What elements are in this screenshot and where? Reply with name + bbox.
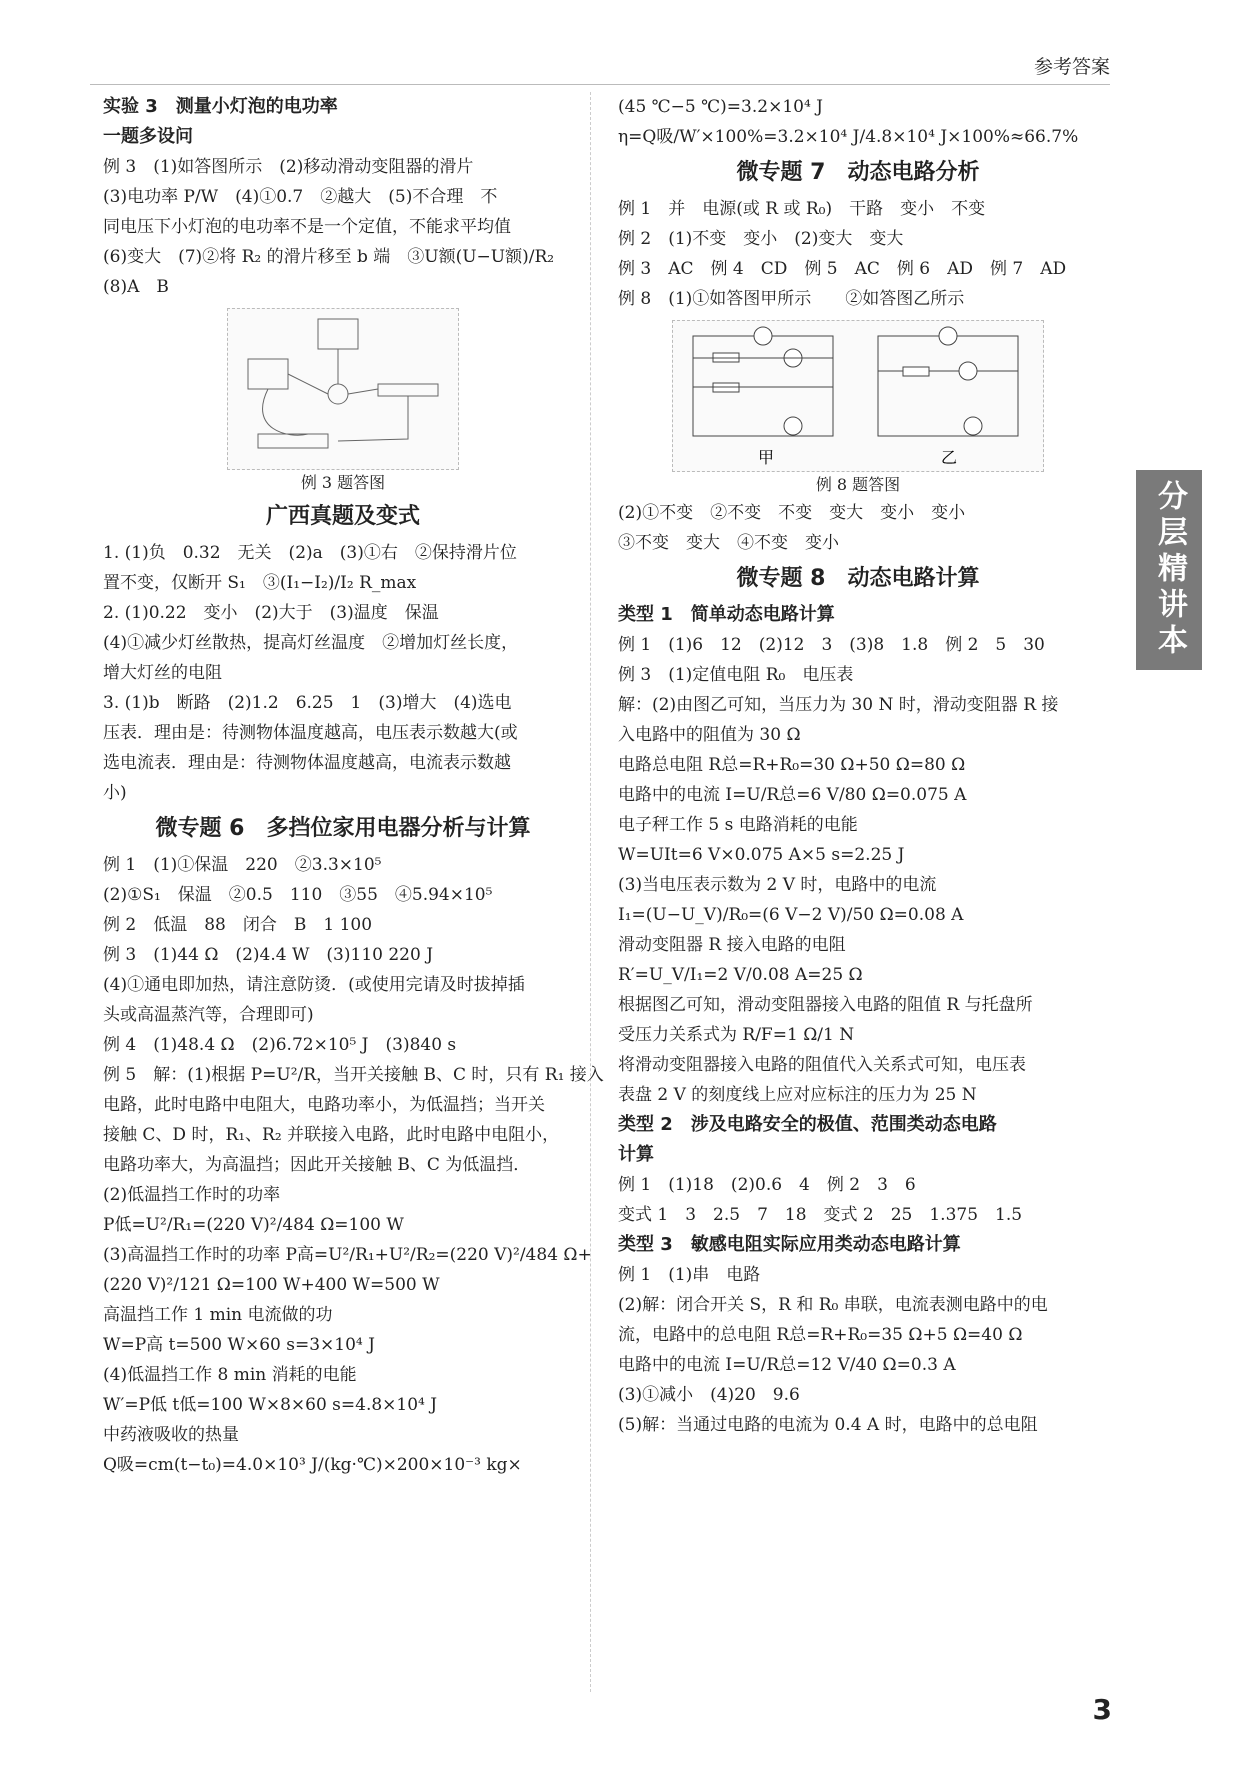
answer-line: 例 3 AC 例 4 CD 例 5 AC 例 6 AD 例 7 AD [618,259,1067,279]
answer-line: Q吸=cm(t−t₀)=4.0×10³ J/(kg·℃)×200×10⁻³ kg× [103,1455,522,1475]
answer-line: 例 1 (1)串 电路 [618,1265,761,1285]
answer-line: 例 3 (1)44 Ω (2)4.4 W (3)110 220 J [103,945,434,965]
figure-example8-circuits [672,320,1044,472]
answer-line: (45 ℃−5 ℃)=3.2×10⁴ J [618,97,823,117]
answer-line: (4)①通电即加热，请注意防烫．(或使用完请及时拔掉插 [103,975,525,995]
answer-line: 例 5 解：(1)根据 P=U²/R，当开关接触 B、C 时，只有 R₁ 接入 [103,1065,604,1085]
answer-line: 例 1 并 电源(或 R 或 R₀) 干路 变小 不变 [618,199,986,219]
type2-title-cont: 计算 [618,1144,654,1165]
figure1-caption: 例 3 题答图 [300,473,386,492]
right-column [618,92,1098,1440]
answer-line: 将滑动变阻器接入电路的阻值代入关系式可知，电压表 [618,1055,1026,1075]
answer-line: I₁=(U−U_V)/R₀=(6 V−2 V)/50 Ω=0.08 A [618,905,964,925]
answer-line: 2. (1)0.22 变小 (2)大于 (3)温度 保温 [103,603,439,623]
topic8-title: 微专题 8 动态电路计算 [736,566,980,591]
answer-line: 流，电路中的总电阻 R总=R+R₀=35 Ω+5 Ω=40 Ω [618,1325,1023,1345]
answer-line: (2)低温挡工作时的功率 [103,1185,281,1205]
answer-line: 中药液吸收的热量 [103,1425,239,1445]
answer-line: 电路，此时电路中电阻大，电路功率小，为低温挡；当开关 [103,1095,545,1115]
answer-line: 入电路中的阻值为 30 Ω [618,725,801,745]
answer-line: 表盘 2 V 的刻度线上应对应标注的压力为 25 N [618,1085,977,1105]
column-divider [590,92,591,1692]
topic7-title: 微专题 7 动态电路分析 [736,160,980,185]
answer-line: 例 4 (1)48.4 Ω (2)6.72×10⁵ J (3)840 s [103,1035,457,1055]
answer-line: W′=P低 t低=100 W×8×60 s=4.8×10⁴ J [103,1395,438,1415]
answer-line: 受压力关系式为 R/F=1 Ω/1 N [618,1025,855,1045]
side-tab: 分层精讲本 [1136,470,1202,670]
answer-line: 增大灯丝的电阻 [103,663,222,683]
figure-label-yi: 乙 [941,448,958,467]
answer-line: R′=U_V/I₁=2 V/0.08 A=25 Ω [618,965,863,985]
answer-line: 电子秤工作 5 s 电路消耗的电能 [618,815,858,835]
multi-question-title: 一题多设问 [103,126,193,147]
figure-label-jia: 甲 [758,448,775,467]
answer-line: (2)①S₁ 保温 ②0.5 110 ③55 ④5.94×10⁵ [103,885,493,905]
answer-line: 1. (1)负 0.32 无关 (2)a (3)①右 ②保持滑片位 [103,543,517,563]
answers-type3 [618,1260,1098,1440]
answer-line: (3)①减小 (4)20 9.6 [618,1385,800,1405]
answer-line: 例 3 (1)如答图所示 (2)移动滑动变阻器的滑片 [103,157,474,177]
guangxi-title: 广西真题及变式 [265,504,420,529]
answer-line: 接触 C、D 时，R₁、R₂ 并联接入电路，此时电路中电阻小， [103,1125,560,1145]
answer-line: P低=U²/R₁=(220 V)²/484 Ω=100 W [103,1215,404,1235]
answer-line: 例 8 (1)①如答图甲所示 ②如答图乙所示 [618,289,965,309]
answer-line: 电路总电阻 R总=R+R₀=30 Ω+50 Ω=80 Ω [618,755,966,775]
answers-topic6 [103,850,604,1480]
answers-topic7 [618,194,1098,314]
header-divider [90,84,1110,85]
answers-experiment [103,152,583,302]
answer-line: 压表．理由是：待测物体温度越高，电压表示数越大(或 [103,723,518,743]
answer-line: (3)高温挡工作时的功率 P高=U²/R₁+U²/R₂=(220 V)²/484 Ω+ [103,1245,592,1265]
answer-line: 例 3 (1)定值电阻 R₀ 电压表 [618,665,854,685]
answer-line: 同电压下小灯泡的电功率不是一个定值，不能求平均值 [103,217,511,237]
figure-example3-photo [227,308,459,470]
answer-line: 选电流表．理由是：待测物体温度越高，电流表示数越 [103,753,511,773]
answer-line: (6)变大 (7)②将 R₂ 的滑片移至 b 端 ③U额(U−U额)/R₂ [103,247,555,267]
answer-line: (5)解：当通过电路的电流为 0.4 A 时，电路中的总电阻 [618,1415,1038,1435]
answer-line: (8)A B [103,277,169,297]
answer-line: (3)电功率 P/W (4)①0.7 ②越大 (5)不合理 不 [103,187,498,207]
answer-line: 置不变，仅断开 S₁ ③(I₁−I₂)/I₂ R_max [103,573,417,593]
answer-line: (2)解：闭合开关 S，R 和 R₀ 串联，电流表测电路中的电 [618,1295,1048,1315]
answer-line: ③不变 变大 ④不变 变小 [618,533,839,553]
answer-line: 3. (1)b 断路 (2)1.2 6.25 1 (3)增大 (4)选电 [103,693,512,713]
figure2-caption: 例 8 题答图 [815,475,901,494]
page-number: 3 [1092,1693,1112,1726]
answer-line: 例 1 (1)18 (2)0.6 4 例 2 3 6 [618,1175,916,1195]
circuit-diagrams [673,321,1043,471]
answer-line: 高温挡工作 1 min 电流做的功 [103,1305,333,1325]
answer-line: 例 1 (1)6 12 (2)12 3 (3)8 1.8 例 2 5 30 [618,635,1045,655]
answer-line: 电路中的电流 I=U/R总=12 V/40 Ω=0.3 A [618,1355,956,1375]
experiment-title: 实验 3 测量小灯泡的电功率 [103,96,338,117]
topic6-title: 微专题 6 多挡位家用电器分析与计算 [155,816,531,841]
answers-guangxi [103,538,583,808]
type3-title: 类型 3 敏感电阻实际应用类动态电路计算 [618,1234,961,1255]
answer-line: 电路中的电流 I=U/R总=6 V/80 Ω=0.075 A [618,785,967,805]
header-title: 参考答案 [1033,56,1110,78]
type2-title: 类型 2 涉及电路安全的极值、范围类动态电路 [618,1114,997,1135]
answer-line: 电路功率大，为高温挡；因此开关接触 B、C 为低温挡． [103,1155,531,1175]
answer-line: W=P高 t=500 W×60 s=3×10⁴ J [103,1335,375,1355]
answer-line: (4)低温挡工作 8 min 消耗的电能 [103,1365,357,1385]
type1-title: 类型 1 简单动态电路计算 [618,604,835,625]
answers-type2 [618,1170,1098,1230]
answer-line: (3)当电压表示数为 2 V 时，电路中的电流 [618,875,937,895]
answer-line: (220 V)²/121 Ω=100 W+400 W=500 W [103,1275,440,1295]
answer-line: 解：(2)由图乙可知，当压力为 30 N 时，滑动变阻器 R 接 [618,695,1059,715]
answers-type1 [618,630,1098,1110]
circuit-photo-illustration [228,309,458,469]
answer-line: 例 1 (1)①保温 220 ②3.3×10⁵ [103,855,382,875]
answers-efficiency [618,92,1098,152]
answer-line: (2)①不变 ②不变 不变 变大 变小 变小 [618,503,966,523]
answer-line: (4)①减少灯丝散热，提高灯丝温度 ②增加灯丝长度， [103,633,519,653]
answer-line: 例 2 低温 88 闭合 B 1 100 [103,915,373,935]
answer-line: W=UIt=6 V×0.075 A×5 s=2.25 J [618,845,905,865]
answer-line: η=Q吸/W′×100%=3.2×10⁴ J/4.8×10⁴ J×100%≈66.7% [618,127,1079,147]
answer-line: 头或高温蒸汽等，合理即可) [103,1005,314,1025]
answer-line: 滑动变阻器 R 接入电路的电阻 [618,935,846,955]
answers-example8-part2 [618,498,1098,558]
left-column [103,92,604,1480]
answer-line: 根据图乙可知，滑动变阻器接入电路的阻值 R 与托盘所 [618,995,1033,1015]
answer-line: 变式 1 3 2.5 7 18 变式 2 25 1.375 1.5 [618,1205,1023,1225]
answer-line: 例 2 (1)不变 变小 (2)变大 变大 [618,229,904,249]
answer-line: 小) [103,783,127,803]
